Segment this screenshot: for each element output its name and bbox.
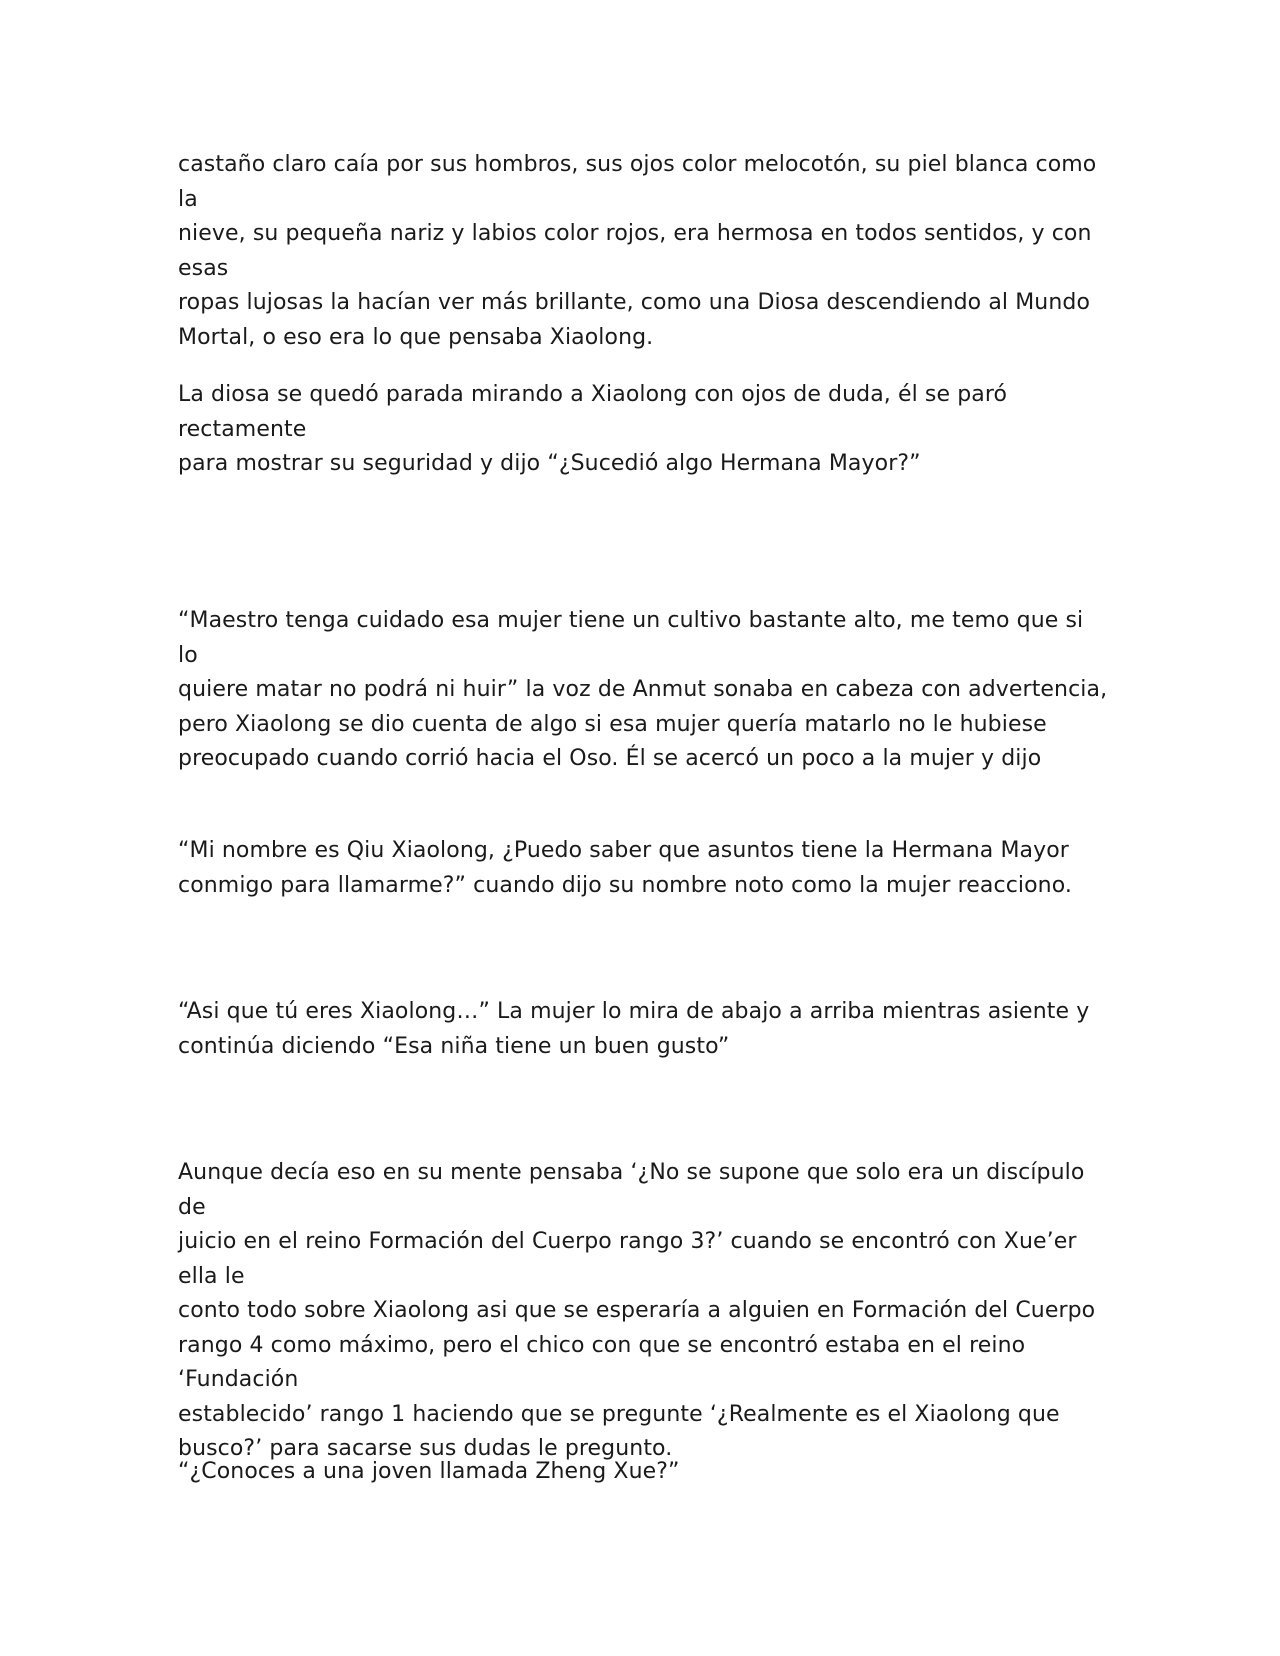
paragraph-4: “Mi nombre es Qiu Xiaolong, ¿Puedo saber que asuntos tiene la Hermana Mayor conmigo para llamarme?” cuando dijo su nombre noto como la mujer reacciono. <box>178 838 1072 898</box>
paragraph-6: Aunque decía eso en su mente pensaba ‘¿No se supone que solo era un discípulo de juicio en el reino Formación del Cuerpo rango 3?’ cuando se encontró con Xue’er ella le conto todo sobre Xiaolong asi que se esperaría a alguien en Formación del Cuerpo rango 4 como máximo, pero el chico con que se encontró estaba en el reino ‘Fundación establecido’ rango 1 haciendo que se pregunte ‘¿Realmente es el Xiaolong que busco?’ para sacarse sus dudas le pregunto. <box>178 1160 1096 1461</box>
paragraph-1: castaño claro caía por sus hombros, sus ojos color melocotón, su piel blanca como la nieve, su pequeña nariz y labios color rojos, era hermosa en todos sentidos, y con esas ropas lujosas la hacían ver más brillante, como una Diosa descendiendo al Mundo Mortal, o eso era lo que pensaba Xiaolong. <box>178 152 1097 350</box>
paragraph-3: “Maestro tenga cuidado esa mujer tiene un cultivo bastante alto, me temo que si lo quiere matar no podrá ni huir” la voz de Anmut sonaba en cabeza con advertencia, pero Xiaolong se dio cuenta de algo si esa mujer quería matarlo no le hubiese preocupado cuando corrió hacia el Oso. Él se acercó un poco a la mujer y dijo <box>178 608 1108 771</box>
paragraph-5: “Asi que tú eres Xiaolong…” La mujer lo mira de abajo a arriba mientras asiente y continúa diciendo “Esa niña tiene un buen gusto” <box>178 999 1090 1059</box>
paragraph-2: La diosa se quedó parada mirando a Xiaolong con ojos de duda, él se paró rectamente para mostrar su seguridad y dijo “¿Sucedió algo Hermana Mayor?” <box>178 382 1008 476</box>
paragraph-7: “¿Conoces a una joven llamada Zheng Xue?” <box>178 1459 680 1484</box>
